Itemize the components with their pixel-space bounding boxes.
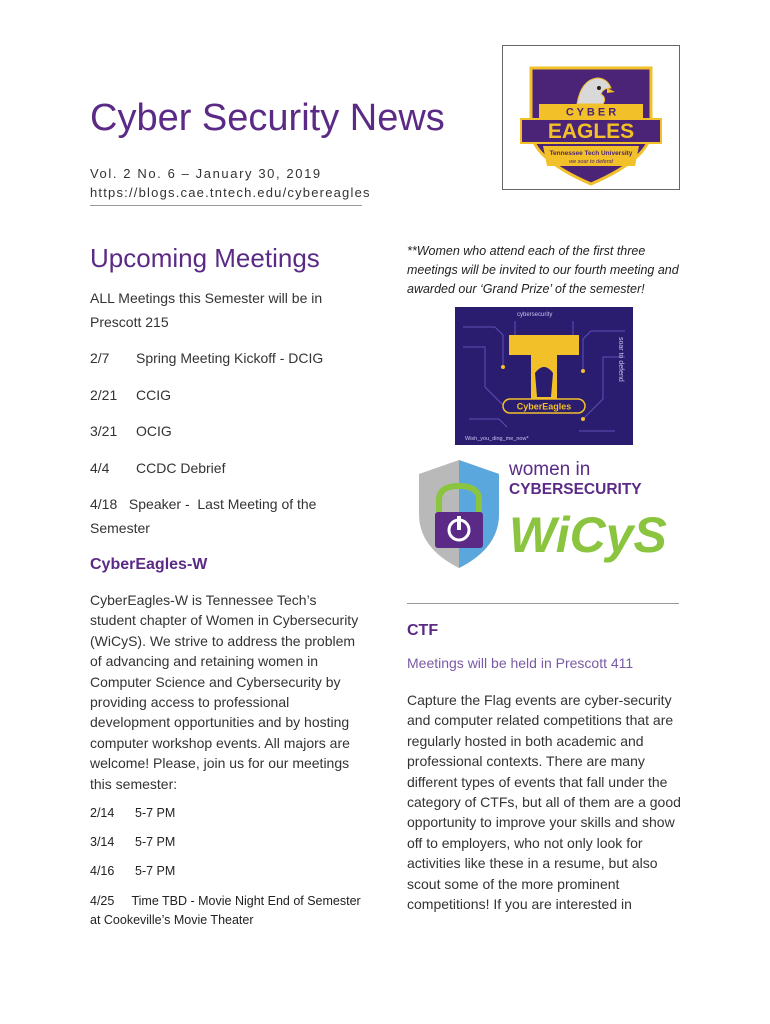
session-time: 5-7 PM (135, 835, 176, 849)
session-date: 3/14 (90, 835, 115, 849)
meeting-row (90, 387, 171, 403)
svg-text:WiCyS: WiCyS (509, 507, 667, 563)
wicys-logo (413, 456, 675, 570)
ctf-divider (407, 603, 679, 604)
meeting-date: 3/21 (90, 423, 118, 439)
cybereagles-circuit-image (455, 307, 633, 445)
svg-text:C Y B E R: C Y B E R (565, 106, 617, 119)
meeting-row (90, 460, 225, 476)
svg-text:cybersecurity: cybersecurity (517, 312, 553, 318)
upcoming-meetings-heading: Upcoming Meetings (90, 243, 320, 273)
session-row (90, 806, 175, 820)
svg-text:Tennessee Tech University: Tennessee Tech University (549, 150, 633, 157)
meeting-date: 2/21 (90, 387, 118, 403)
session-date: 2/14 (90, 806, 115, 820)
meeting-topic: Spring Meeting Kickoff - DCIG (136, 350, 324, 366)
volume-line: Vol. 2 No. 6 – January 30, 2019 (90, 166, 322, 181)
svg-text:EAGLES: EAGLES (547, 120, 635, 143)
ctf-location: Meetings will be held in Prescott 411 (407, 655, 634, 671)
svg-text:women in: women in (509, 459, 591, 480)
blog-url[interactable]: https://blogs.cae.tntech.edu/cybereagles (90, 185, 371, 200)
meeting-topic: CCIG (136, 387, 171, 403)
cybereagles-w-heading: CyberEagles-W (90, 556, 208, 573)
ctf-heading: CTF (407, 622, 439, 639)
cyber-eagles-logo (502, 45, 680, 190)
session-time: 5-7 PM (135, 864, 176, 878)
meeting-row (90, 350, 323, 366)
grand-prize-note: **Women who attend each of the first three meetings will be invited to our fourth meeting and awarded our ‘Grand Prize’ of the semester! (407, 244, 679, 296)
meeting-date: 2/7 (90, 350, 110, 366)
ctf-description: Capture the Flag events are cyber-security and computer related competitions that are regularly hosted in both academic and professional contexts. There are many different types of events that fall under the category of CTFs, but all of them are a good opportunity to improve your skills and show off to employers, who not only look for activities like these in a resume, but also scout some of the more prominent competitions! If you are interested in (407, 692, 681, 913)
svg-text:CYBERSECURITY: CYBERSECURITY (509, 481, 642, 498)
svg-text:CyberEagles: CyberEagles (516, 401, 572, 412)
meetings-location: ALL Meetings this Semester will be in Prescott 215 (90, 290, 323, 330)
svg-text:soar to defend: soar to defend (617, 337, 624, 382)
meeting-topic: OCIG (136, 423, 172, 439)
svg-text:Wish_you_ding_me_now*: Wish_you_ding_me_now* (465, 436, 529, 442)
session-row (90, 835, 175, 849)
meeting-row (90, 423, 172, 439)
meeting-date: 4/4 (90, 460, 110, 476)
session-date: 4/16 (90, 864, 115, 878)
header-divider (90, 205, 362, 206)
session-time: 5-7 PM (135, 806, 176, 820)
newsletter-title: Cyber Security News (90, 97, 445, 139)
session-row (90, 864, 175, 878)
meeting-row-last: 4/18 Speaker - Last Meeting of the Semester (90, 496, 321, 536)
session-row-last: 4/25 Time TBD - Movie Night End of Semester at Cookeville’s Movie Theater (90, 894, 365, 927)
cybereagles-w-description: CyberEagles-W is Tennessee Tech’s student chapter of Women in Cybersecurity (WiCyS). We strive to address the problem of advancing and retaining women in Computer Science and Cybersecurity by providing access to professional development opportunities and by hosting computer workshop events. All majors are welcome! Please, join us for our meetings this semester: (90, 592, 359, 792)
meeting-topic: CCDC Debrief (136, 460, 226, 476)
svg-text:we soar to defend: we soar to defend (569, 159, 613, 165)
